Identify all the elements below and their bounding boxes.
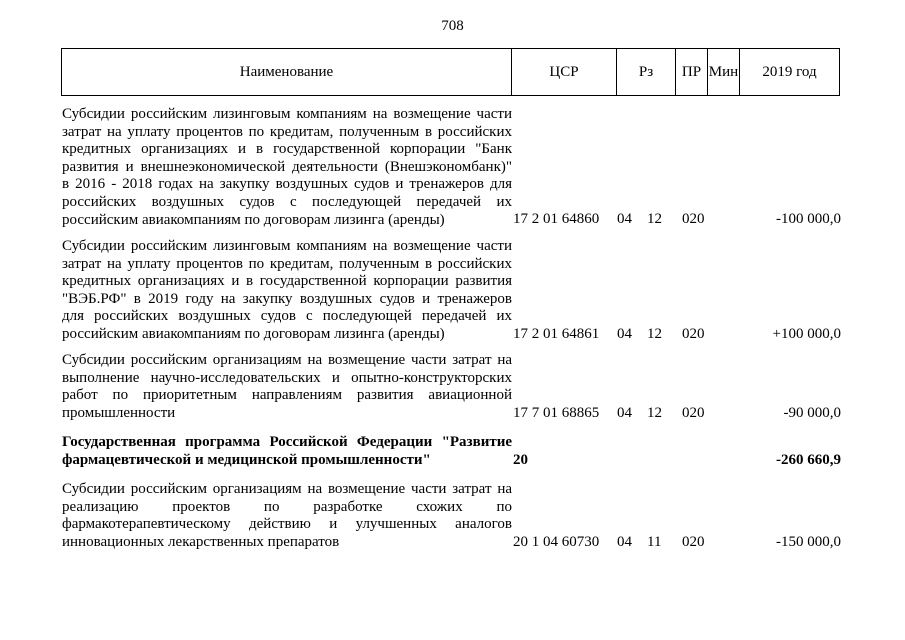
row-min: 020 <box>682 534 705 550</box>
row-min: 020 <box>682 405 705 421</box>
header-rz: Рз <box>617 49 676 95</box>
row-name-line: развития и внешнеэкономической деятельности (Внешэкономбанк)" <box>62 158 512 175</box>
row-rz: 04 <box>617 405 632 421</box>
row-name <box>62 238 512 344</box>
row-amount: -100 000,0 <box>776 211 841 227</box>
row-name <box>62 434 512 469</box>
row-name-line: "ВЭБ.РФ" в 2019 году на закупку воздушных судов и тренажеров <box>62 290 512 307</box>
row-rz: 04 <box>617 534 632 550</box>
row-pr: 12 <box>647 326 662 342</box>
row-name-line: работ по приоритетным направлениям развития авиационной <box>62 387 512 404</box>
header-min: Мин <box>708 49 740 95</box>
row-csr: 17 2 01 64860 <box>513 211 600 227</box>
row-pr: 12 <box>647 405 662 421</box>
row-min: 020 <box>682 211 705 227</box>
row-name-line: промышленности <box>62 404 176 421</box>
row-name-line: для российских воздушных судов с последующей передачей их <box>62 308 512 325</box>
header-csr: ЦСР <box>512 49 617 95</box>
row-name-line: Субсидии российским лизинговым компаниям на возмещение части <box>62 238 512 254</box>
header-name: Наименование <box>62 49 512 95</box>
row-csr: 20 <box>513 452 528 468</box>
row-pr: 11 <box>647 534 662 550</box>
row-name-line: Субсидии российским организациям на возмещение части затрат на <box>62 352 512 368</box>
row-name-line: в 2016 - 2018 годах на закупку воздушных судов и тренажеров для <box>62 176 512 193</box>
row-name-line: выполнение научно-исследовательских и опытно-конструкторских <box>62 369 512 386</box>
row-name-line: фармацевтической и медицинской промышленности" <box>62 451 431 468</box>
row-name-line: реализацию проектов по разработке схожих по <box>62 498 512 515</box>
row-name-line: российским авиакомпаниям по договорам лизинга (аренды) <box>62 325 445 342</box>
row-name-line: фармакотерапевтическому действию и улучшенных аналогов <box>62 516 512 533</box>
row-rz: 04 <box>617 211 632 227</box>
page-number: 708 <box>441 18 464 34</box>
row-csr: 20 1 04 60730 <box>513 534 600 550</box>
table-header <box>61 48 840 96</box>
row-name <box>62 481 512 551</box>
row-rz: 04 <box>617 326 632 342</box>
row-amount: -150 000,0 <box>776 534 841 550</box>
row-csr: 17 2 01 64861 <box>513 326 600 342</box>
row-name-line: российским авиакомпаниям по договорам лизинга (аренды) <box>62 211 445 228</box>
row-name-line: затрат на уплату процентов по кредитам, полученным в российских <box>62 123 512 140</box>
row-csr: 17 7 01 68865 <box>513 405 600 421</box>
row-pr: 12 <box>647 211 662 227</box>
row-min: 020 <box>682 326 705 342</box>
header-pr: ПР <box>676 49 708 95</box>
row-name <box>62 352 512 422</box>
row-amount: +100 000,0 <box>772 326 841 342</box>
row-name-line: Субсидии российским лизинговым компаниям на возмещение части <box>62 106 512 122</box>
header-year: 2019 год <box>762 64 817 80</box>
row-name-line: Субсидии российским организациям на возмещение части затрат на <box>62 481 512 497</box>
row-name <box>62 106 512 229</box>
row-name-line: кредитных организациях и в государственной корпорации "Банк <box>62 141 512 158</box>
row-amount: -90 000,0 <box>783 405 841 421</box>
row-name-line: российских воздушных судов с последующей передачей их <box>62 193 512 210</box>
row-name-line: Государственная программа Российской Федерации "Развитие <box>62 434 512 450</box>
row-amount: -260 660,9 <box>776 452 841 468</box>
row-name-line: кредитных организациях и в государственной корпорации развития <box>62 273 512 290</box>
row-name-line: затрат на уплату процентов по кредитам, полученным в российских <box>62 255 512 272</box>
row-name-line: инновационных лекарственных препаратов <box>62 533 340 550</box>
